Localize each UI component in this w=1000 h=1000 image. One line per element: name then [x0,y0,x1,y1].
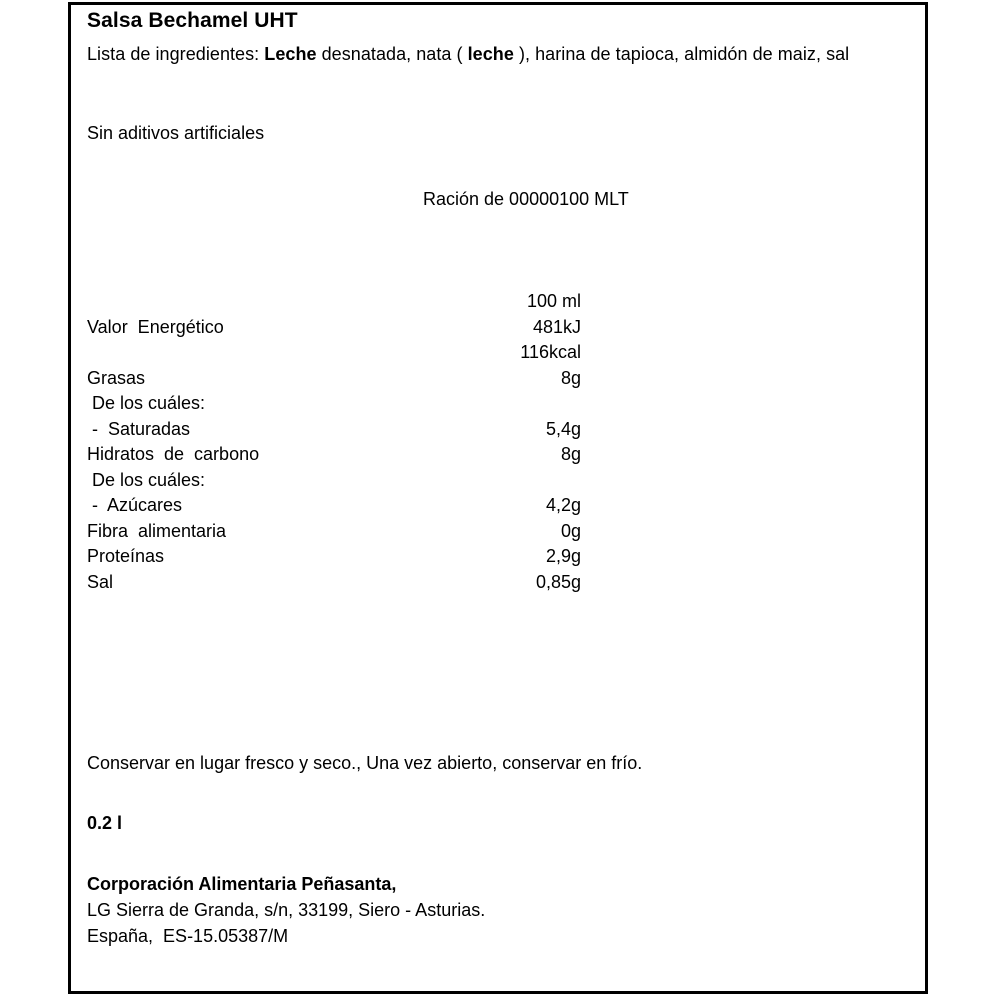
ingredients-list [87,41,887,67]
nutrition-row-label: Grasas [87,367,146,388]
nutrition-row-value: 8g [560,444,581,464]
nutrition-row-label: Hidratos de carbono [87,444,260,464]
nutrition-row-label: De los cuáles: [87,469,206,490]
manufacturer-address [87,871,485,949]
ingredients-text-2: ), harina de tapioca, almidón de maiz, sal [513,44,850,64]
nutrition-row-value: 0,85g [535,571,581,592]
nutrition-row [71,470,925,496]
nutrition-row [71,393,925,419]
nutrition-row-value: 0g [560,520,581,541]
nutrition-row [71,368,925,394]
ingredients-label: Lista de ingredientes: [87,44,260,64]
manufacturer-country-code: España, ES-15.05387/M [87,926,289,946]
nutrition-row [71,444,925,470]
nutrition-row-label: Fibra alimentaria [87,520,227,541]
nutrition-row-value: 481kJ [532,316,581,337]
nutrition-row-value: 8g [560,367,581,388]
nutrition-row [71,419,925,445]
storage-instructions: Conservar en lugar fresco y seco., Una vez abierto, conservar en frío. [87,753,643,773]
additives-statement: Sin aditivos artificiales [87,123,265,143]
nutrition-row [71,342,925,368]
label-content [71,5,925,991]
nutrition-table [71,291,925,597]
nutrition-row [71,521,925,547]
nutrition-row [71,572,925,598]
manufacturer-name: Corporación Alimentaria Peñasanta, [87,874,397,894]
ingredients-text-1: desnatada, nata ( [316,44,468,64]
nutrition-row [71,546,925,572]
nutrition-row [71,495,925,521]
nutrition-row-label: Valor Energético [87,316,224,337]
nutrition-row [71,317,925,343]
allergen-leche-2: leche [467,44,514,64]
nutrition-row-value: 100 ml [526,291,581,311]
nutrition-row-value: 116kcal [520,342,581,362]
serving-size-statement: Ración de 00000100 MLT [423,189,629,209]
product-label-frame [68,2,928,994]
nutrition-row-value: 5,4g [545,418,581,439]
allergen-leche-1: Leche [264,44,317,64]
nutrition-row-label: - Saturadas [87,418,191,439]
nutrition-row-value: 2,9g [545,546,581,566]
nutrition-row-label: De los cuáles: [87,393,206,413]
page-title: Salsa Bechamel UHT [87,9,298,32]
manufacturer-street: LG Sierra de Granda, s/n, 33199, Siero - Asturias. [87,900,486,920]
nutrition-row-label: Proteínas [87,546,165,566]
nutrition-row-value: 4,2g [545,495,581,515]
nutrition-row-label: - Azúcares [87,495,183,515]
nutrition-row [71,291,925,317]
nutrition-row-label: Sal [87,571,114,592]
net-volume: 0.2 l [87,813,123,833]
